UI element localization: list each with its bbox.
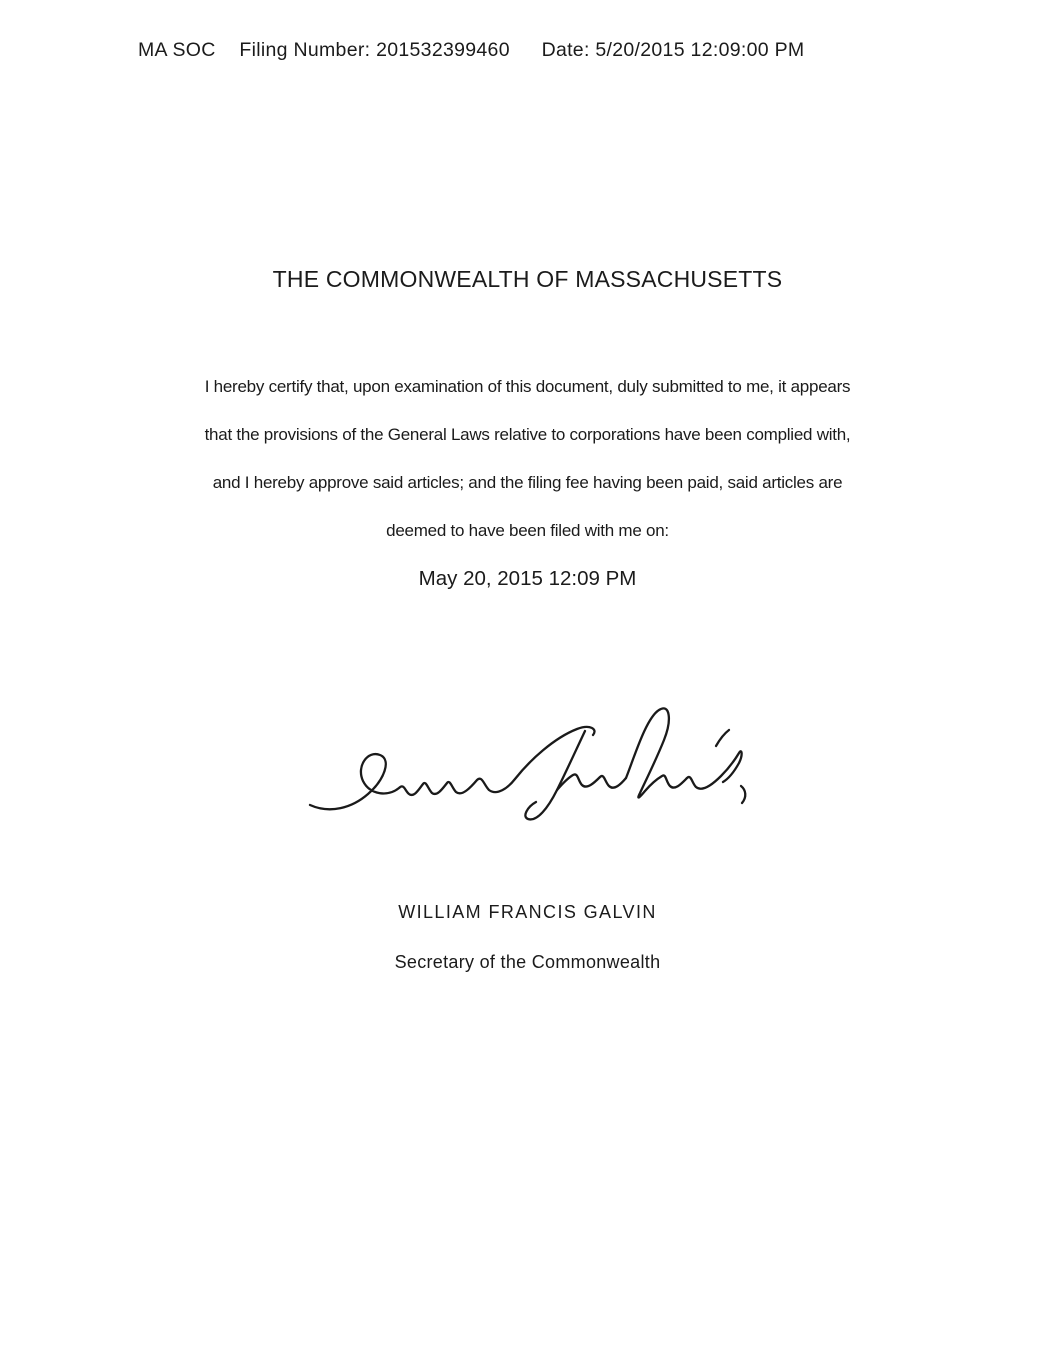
signatory-title: Secretary of the Commonwealth [394,952,661,972]
page-title: THE COMMONWEALTH OF MASSACHUSETTS [272,266,783,292]
filing-header [138,39,804,62]
signatory-name: WILLIAM FRANCIS GALVIN [398,902,657,922]
filing-date-value: 5/20/2015 12:09:00 PM [595,39,805,61]
handwritten-signature-icon [300,700,760,840]
filed-datetime: May 20, 2015 12:09 PM [418,567,637,590]
filing-date-group [542,39,805,61]
filing-number-label: Filing Number: [239,39,371,61]
certification-paragraph [0,363,1055,555]
filing-agency: MA SOC [138,39,216,61]
certification-line: that the provisions of the General Laws relative to corporations have been complied with, [204,425,851,444]
filing-date-label: Date: [541,39,590,61]
certification-line: I hereby certify that, upon examination of this document, duly submitted to me, it appears [204,377,851,396]
certification-line: deemed to have been filed with me on: [386,521,669,540]
signature-image [300,700,760,840]
filing-number-value: 201532399460 [376,39,510,61]
certification-line: and I hereby approve said articles; and the filing fee having been paid, said articles are [212,473,843,492]
filing-number-group [239,39,509,61]
